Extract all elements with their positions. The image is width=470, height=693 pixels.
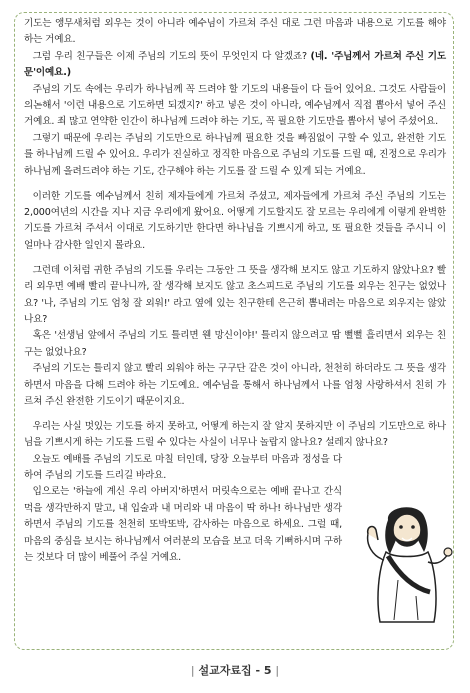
paragraph: 오늘도 예배를 주님의 기도로 마칠 터인데, 당장 오늘부터 마음과 정성을 다하여 주님의 기도를 드리길 바라요. — [24, 453, 342, 482]
sermon-text — [24, 16, 446, 567]
footer-separator: | — [275, 664, 280, 677]
paragraph: 이러한 기도를 예수님께서 친히 제자들에게 가르쳐 주셨고, 제자들에게 가르쳐 주신 주님의 기도는 2,000여년의 시간을 지나 지금 우리에게 왔어요. 어떻게 기도할지도 잘 모르는 우리에게 이렇게 완벽한 기도를 가르쳐 주셔서 이대로 기도하기만 한다면 하나님을 기쁘시게 하고, 또 필요한 것들을 주시니 이 얼마나 감사한 일인지 몰라요. — [24, 190, 446, 251]
footer-title: 설교자료집 — [198, 664, 252, 677]
footer-separator: | — [190, 664, 195, 677]
answer-bold: (네. '주님께서 가르쳐 주신 기도문'이예요.) — [24, 50, 447, 79]
paragraph: 그럼 우리 친구들은 이제 주님의 기도의 뜻이 무엇인지 다 알겠죠? (네. '주님께서 가르쳐 주신 기도문'이예요.) — [24, 50, 447, 79]
paragraph: 주님의 기도는 틀리지 않고 빨리 외워야 하는 구구단 같은 것이 아니라, 천천히 하더라도 그 뜻을 생각하면서 마음을 다해 드려야 하는 기도예요. 예수님을 통해서 하나님께서 나를 엄청 사랑하셔서 친히 가르쳐 주신 완전한 기도이기 때문이지요. — [24, 363, 446, 407]
jesus-cartoon-illustration — [358, 500, 454, 624]
paragraph: 혹은 '선생님 앞에서 주님의 기도 틀리면 웬 망신이야!' 틀리지 않으려고 땀 뻘뻘 흘리면서 외우는 친구는 없었나요? — [24, 330, 446, 358]
paragraph: 그렇기 때문에 우리는 주님의 기도만으로 하나님께 필요한 것을 빠짐없이 구할 수 있고, 완전한 기도를 하나님께 드릴 수 있어요. 우리가 진실하고 정직한 마음으로 주님의 기도를 드릴 때, 진정으로 우리가 하나님께 올려드려야 하는 기도, 간구해야 하는 기도를 잘 드릴 수 있게 되는 거예요. — [24, 132, 446, 177]
paragraph: 주님의 기도 속에는 우리가 하나님께 꼭 드려야 할 기도의 내용들이 다 들어 있어요. 그것도 사람들이 의논해서 '이런 내용으로 기도하면 되겠지?' 하고 넣은 것이 아니라, 예수님께서 직접 뽑아서 넣어 주신 거예요. 죄 많고 연약한 인간이 하나님께 드려야 하는 기도, 꼭 필요한 기도만을 뽑아서 넣어 주셨어요. — [24, 83, 446, 128]
page-footer: | 설교자료집 - 5 | — [190, 664, 280, 677]
paragraph: 그런데 이처럼 귀한 주님의 기도를 우리는 그동안 그 뜻을 생각해 보지도 않고 기도하지 않았나요? 빨리 외우면 예배 빨리 끝나니까, 잘 생각해 보지도 않고 초스피드로 주님의 기도를 외우는 친구는 없었나요? '나, 주님의 기도 엄청 잘 외워!' 라고 옆에 있는 친구한테 은근히 뽐내려는 마음으로 외우지는 않았나요? — [24, 264, 446, 325]
paragraph: 기도는 앵무새처럼 외우는 것이 아니라 예수님이 가르쳐 주신 대로 그런 마음과 내용으로 기도를 해야 하는 거예요. — [24, 18, 446, 46]
paragraph: 입으로는 '하늘에 계신 우리 아버지'하면서 머릿속으로는 예배 끝나고 간식 먹을 생각만하지 말고, 내 입술과 내 머리와 내 마음이 딱 하나! 하나님만 생각하면서 주님의 기도를 천천히 또박또박, 감사하는 마음으로 하세요. 그럴 때, 마음의 중심을 보시는 하나님께서 여러분의 모습을 보고 더욱 기뻐하시며 구하는 것보다 더 많이 베풀어 주실 거예요. — [24, 486, 342, 564]
paragraph: 우리는 사실 멋있는 기도를 하지 못하고, 어떻게 하는지 잘 알지 못하지만 이 주님의 기도만으로 하나님을 기쁘시게 하는 기도를 드릴 수 있다는 사실이 너무나 놀랍지 않나요? 설레지 않나요? — [24, 420, 446, 449]
page-number: 5 — [263, 664, 272, 677]
